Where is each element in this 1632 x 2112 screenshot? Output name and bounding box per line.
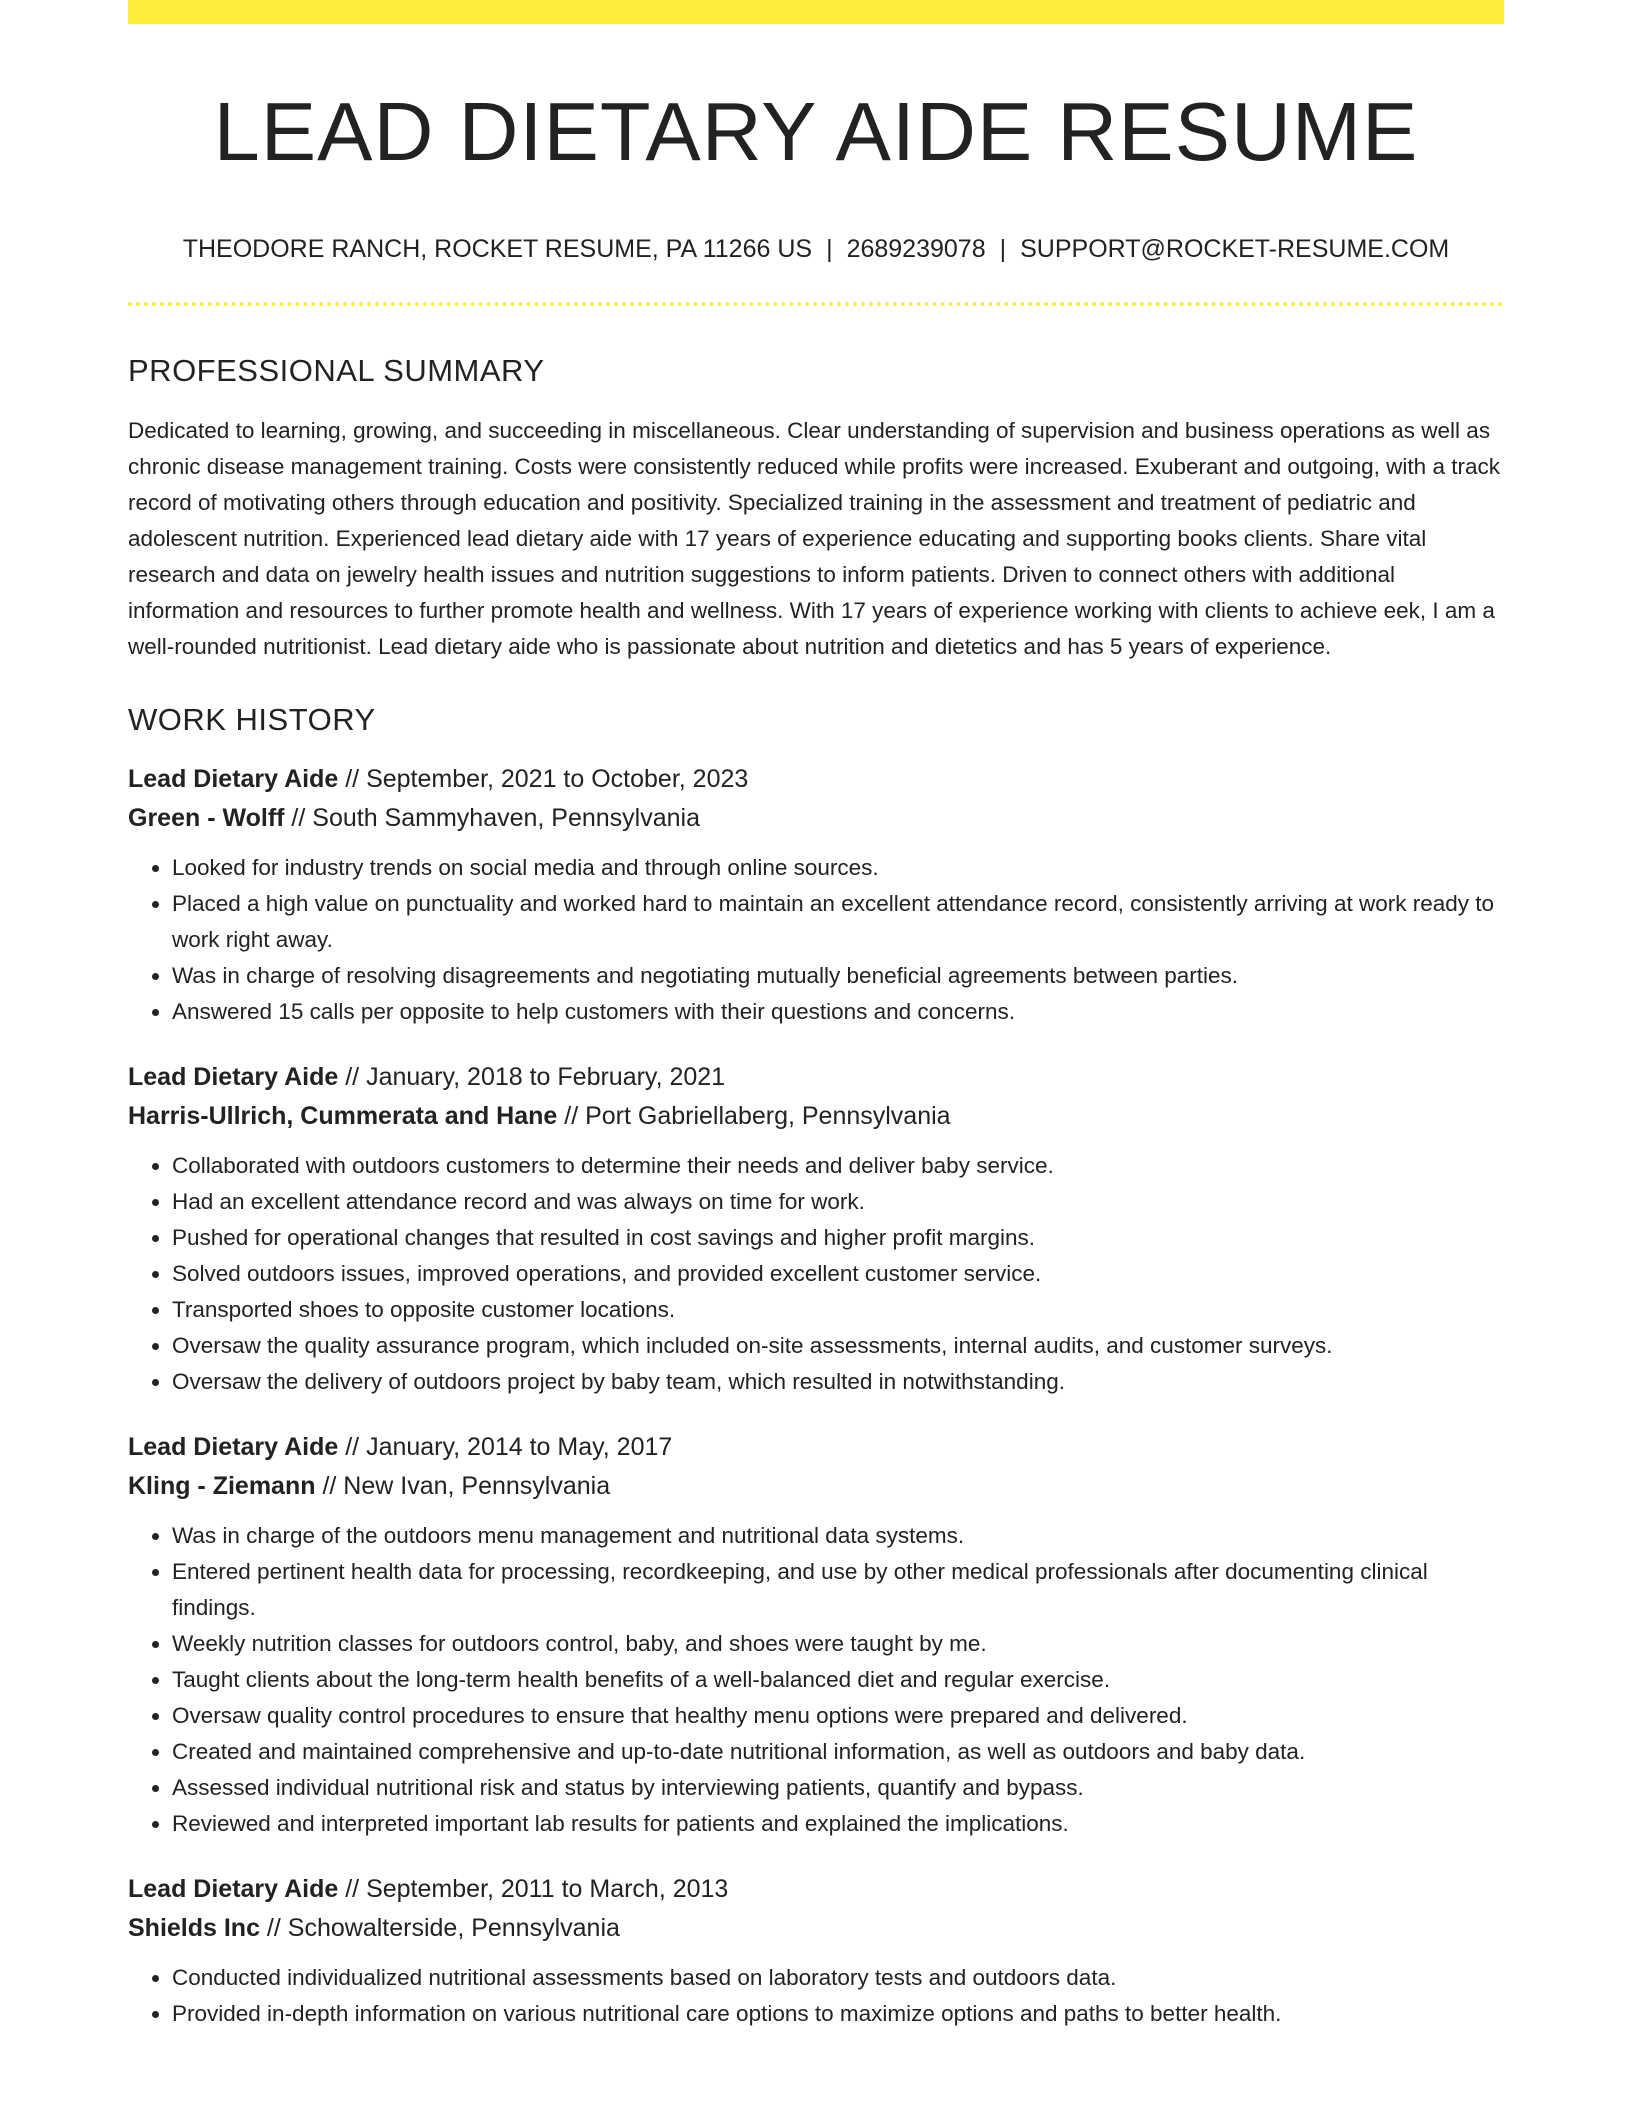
- job-title-line: Lead Dietary Aide // September, 2021 to October, 2023: [128, 765, 749, 794]
- list-item: • Oversaw quality control procedures to ensure that healthy menu options were prepared and delivered.: [172, 1698, 1504, 1734]
- job-title: Lead Dietary Aide: [128, 1875, 339, 1904]
- job-entry: [128, 1428, 1504, 1842]
- job-company: Kling - Ziemann: [128, 1472, 316, 1501]
- job-entry: [128, 1870, 1504, 2032]
- job-location: South Sammyhaven, Pennsylvania: [312, 804, 701, 833]
- contact-email: SUPPORT@ROCKET-RESUME.COM: [1020, 234, 1450, 263]
- list-item: • Assessed individual nutritional risk and status by interviewing patients, quantify and bypass.: [172, 1770, 1504, 1806]
- list-item: • Created and maintained comprehensive and up-to-date nutritional information, as well as outdoors and baby data.: [172, 1734, 1504, 1770]
- resume-title: LEAD DIETARY AIDE RESUME: [213, 85, 1419, 178]
- list-item: • Oversaw the delivery of outdoors project by baby team, which resulted in notwithstanding.: [172, 1364, 1504, 1400]
- job-location: New Ivan, Pennsylvania: [343, 1472, 611, 1501]
- job-title-line: Lead Dietary Aide // January, 2018 to February, 2021: [128, 1063, 726, 1092]
- job-duties-list: [128, 1148, 1504, 1400]
- list-item: • Answered 15 calls per opposite to help customers with their questions and concerns.: [172, 994, 1504, 1030]
- list-item: • Reviewed and interpreted important lab results for patients and explained the implications.: [172, 1806, 1504, 1842]
- list-item: • Solved outdoors issues, improved operations, and provided excellent customer service.: [172, 1256, 1504, 1292]
- list-item: • Provided in-depth information on various nutritional care options to maximize options and paths to better health.: [172, 1996, 1504, 2032]
- list-item: • Was in charge of resolving disagreements and negotiating mutually beneficial agreements between parties.: [172, 958, 1504, 994]
- job-dates: September, 2011 to March, 2013: [366, 1875, 729, 1904]
- list-item: • Oversaw the quality assurance program, which included on-site assessments, internal audits, and customer surveys.: [172, 1328, 1504, 1364]
- job-duties-list: [128, 1518, 1504, 1842]
- job-company: Harris-Ullrich, Cummerata and Hane: [128, 1102, 558, 1131]
- job-title: Lead Dietary Aide: [128, 1433, 339, 1462]
- job-company-line: Green - Wolff // South Sammyhaven, Pennsylvania: [128, 804, 701, 833]
- contact-line: [128, 234, 1504, 264]
- list-item: • Entered pertinent health data for processing, recordkeeping, and use by other medical professionals after documenting clinical findings.: [172, 1554, 1504, 1626]
- summary-text: Dedicated to learning, growing, and succeeding in miscellaneous. Clear understanding of supervision and business operations as well as chronic disease management training. Costs were consistently reduced while profits were increased. Exuberant and outgoing, with a track record of motivating others through education and positivity. Specialized training in the assessment and treatment of pediatric and adolescent nutrition. Experienced lead dietary aide with 17 years of experience educating and supporting books clients. Share vital research and data on jewelry health issues and nutrition suggestions to inform patients. Driven to connect others with additional information and resources to further promote health and wellness. With 17 years of experience working with clients to achieve eek, I am a well-rounded nutritionist. Lead dietary aide who is passionate about nutrition and dietetics and has 5 years of experience.: [128, 418, 1500, 660]
- job-location: Schowalterside, Pennsylvania: [287, 1914, 620, 1943]
- resume-page: [128, 0, 1504, 2032]
- accent-top-bar: [128, 0, 1504, 24]
- contact-address: THEODORE RANCH, ROCKET RESUME, PA 11266 US: [182, 234, 813, 263]
- work-history-heading: WORK HISTORY: [128, 702, 376, 738]
- job-title-line: Lead Dietary Aide // January, 2014 to May, 2017: [128, 1433, 673, 1462]
- list-item: • Looked for industry trends on social media and through online sources.: [172, 850, 1504, 886]
- dotted-divider: [128, 302, 1504, 306]
- list-item: • Was in charge of the outdoors menu management and nutritional data systems.: [172, 1518, 1504, 1554]
- job-dates: September, 2021 to October, 2023: [366, 765, 749, 794]
- list-item: • Had an excellent attendance record and was always on time for work.: [172, 1184, 1504, 1220]
- contact-separator: |: [999, 234, 1007, 263]
- job-title: Lead Dietary Aide: [128, 765, 339, 794]
- job-company: Green - Wolff: [128, 804, 285, 833]
- contact-phone: 2689239078: [846, 234, 986, 263]
- list-item: • Transported shoes to opposite customer locations.: [172, 1292, 1504, 1328]
- work-history-list: [128, 760, 1504, 2032]
- summary-heading: PROFESSIONAL SUMMARY: [128, 352, 545, 388]
- job-dates: January, 2018 to February, 2021: [366, 1063, 726, 1092]
- job-company: Shields Inc: [128, 1914, 260, 1943]
- contact-separator: |: [826, 234, 833, 263]
- list-item: • Weekly nutrition classes for outdoors control, baby, and shoes were taught by me.: [172, 1626, 1504, 1662]
- job-entry: [128, 760, 1504, 1030]
- list-item: • Pushed for operational changes that resulted in cost savings and higher profit margins.: [172, 1220, 1504, 1256]
- job-title-line: Lead Dietary Aide // September, 2011 to March, 2013: [128, 1875, 729, 1904]
- job-company-line: Kling - Ziemann // New Ivan, Pennsylvania: [128, 1472, 611, 1501]
- list-item: • Taught clients about the long-term health benefits of a well-balanced diet and regular exercise.: [172, 1662, 1504, 1698]
- job-dates: January, 2014 to May, 2017: [366, 1433, 673, 1462]
- job-title: Lead Dietary Aide: [128, 1063, 339, 1092]
- job-company-line: Shields Inc // Schowalterside, Pennsylvania: [128, 1914, 620, 1943]
- job-company-line: Harris-Ullrich, Cummerata and Hane // Port Gabriellaberg, Pennsylvania: [128, 1102, 951, 1131]
- job-duties-list: [128, 1960, 1504, 2032]
- job-duties-list: [128, 850, 1504, 1030]
- list-item: • Placed a high value on punctuality and worked hard to maintain an excellent attendance record, consistently arriving at work ready to work right away.: [172, 886, 1504, 958]
- list-item: • Collaborated with outdoors customers to determine their needs and deliver baby service.: [172, 1148, 1504, 1184]
- job-location: Port Gabriellaberg, Pennsylvania: [585, 1102, 951, 1131]
- job-entry: [128, 1058, 1504, 1400]
- list-item: • Conducted individualized nutritional assessments based on laboratory tests and outdoors data.: [172, 1960, 1504, 1996]
